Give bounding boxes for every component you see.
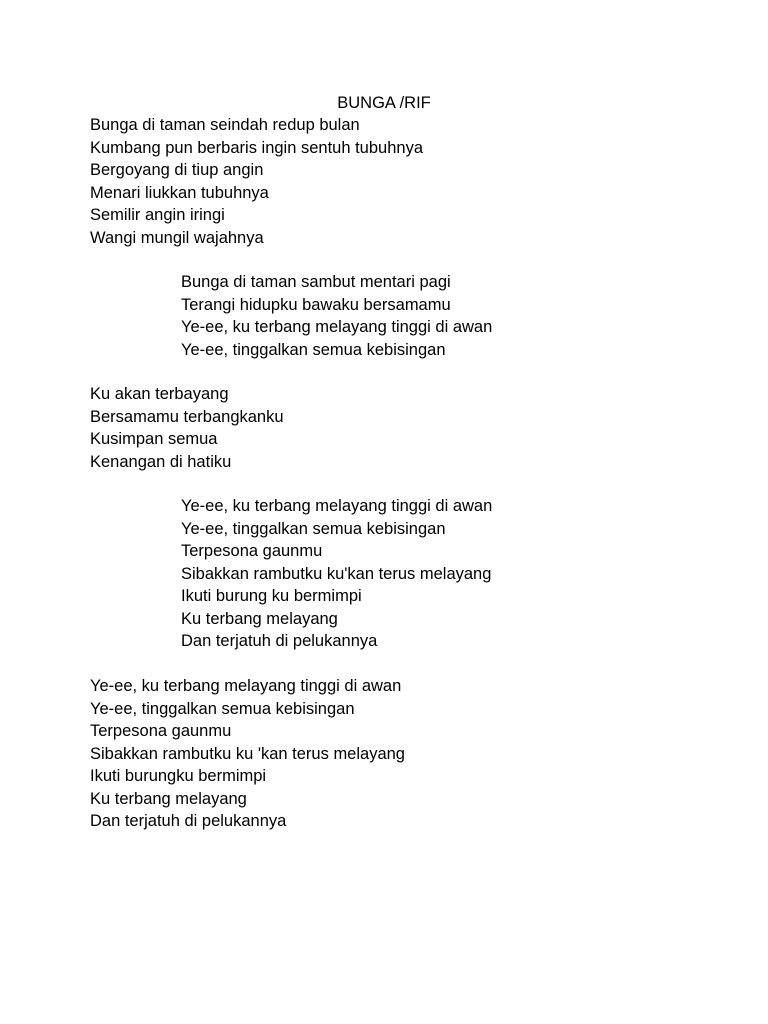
lyric-line: Ye-ee, tinggalkan semua kebisingan [181,340,446,359]
stanza-3 [90,383,284,473]
lyric-line: Ye-ee, tinggalkan semua kebisingan [90,699,355,718]
lyric-line: Menari liukkan tubuhnya [90,183,269,202]
lyric-line: Ikuti burung ku bermimpi [181,587,362,605]
lyric-line: Kumbang pun berbaris ingin sentuh tubuhnya [90,138,423,157]
lyric-line: Bergoyang di tiup angin [90,161,264,179]
stanza-2 [181,271,492,361]
lyric-line: Semilir angin iringi [90,206,225,224]
lyric-line: Kusimpan semua [90,430,218,448]
lyric-line: Ku terbang melayang [90,789,247,808]
lyric-line: Ku terbang melayang [181,609,338,628]
lyric-line: Terpesona gaunmu [90,722,232,740]
lyric-line: Terpesona gaunmu [181,542,323,560]
lyric-line: Kenangan di hatiku [90,452,232,471]
lyric-line: Ye-ee, tinggalkan semua kebisingan [181,519,446,538]
lyric-line: Ikuti burungku bermimpi [90,767,267,785]
lyric-line: Wangi mungil wajahnya [90,228,264,247]
lyric-line: Ye-ee, ku terbang melayang tinggi di awan [181,497,493,515]
lyric-line: Bersamamu terbangkanku [90,407,284,426]
lyric-line: Ye-ee, ku terbang melayang tinggi di awan [181,318,493,336]
lyric-line: Terangi hidupku bawaku bersamamu [181,295,451,314]
lyric-line: Sibakkan rambutku ku 'kan terus melayang [90,744,405,763]
stanza-4 [181,495,492,653]
lyric-line: Sibakkan rambutku ku'kan terus melayang [181,564,492,583]
lyric-line: Dan terjatuh di pelukannya [90,812,287,830]
stanza-1 [90,114,423,249]
lyric-line: Bunga di taman sambut mentari pagi [181,273,451,291]
stanza-5 [90,675,405,833]
lyric-line: Bunga di taman seindah redup bulan [90,116,360,134]
lyric-line: Ku akan terbayang [90,385,229,403]
song-title: BUNGA /RIF [337,94,431,112]
lyric-line: Dan terjatuh di pelukannya [181,632,378,650]
lyric-line: Ye-ee, ku terbang melayang tinggi di awan [90,677,402,695]
